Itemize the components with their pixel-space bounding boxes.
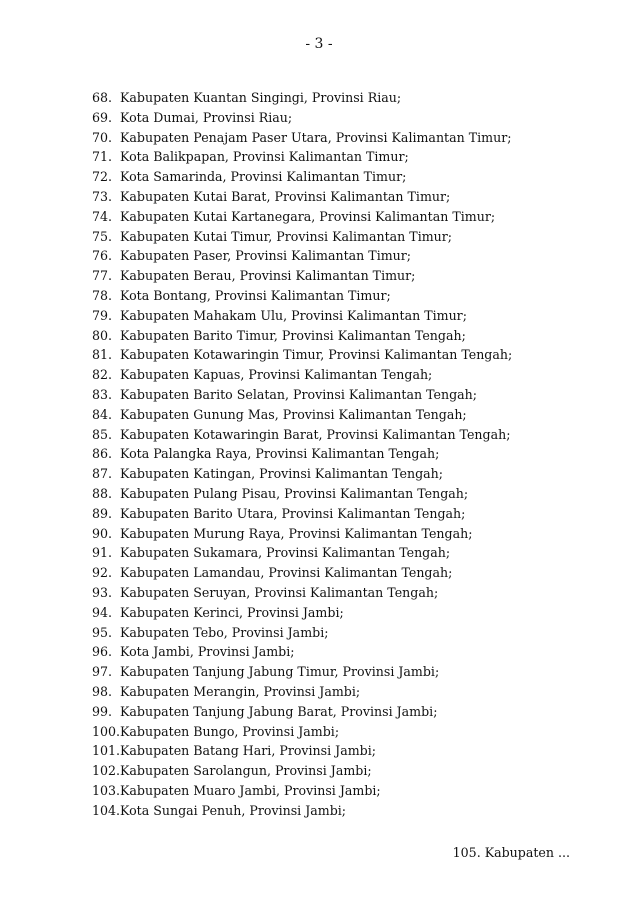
item-number: 80. (92, 327, 113, 343)
list-item (92, 88, 512, 108)
item-number: 91. (92, 545, 113, 561)
item-text: Kabupaten Barito Utara, Provinsi Kalimantan Tengah; (120, 505, 466, 521)
item-text: Kota Samarinda, Provinsi Kalimantan Timur; (120, 169, 407, 185)
item-number: 84. (92, 406, 113, 422)
item-number: 83. (92, 386, 113, 402)
item-text: Kabupaten Tanjung Jabung Barat, Provinsi Jambi; (120, 703, 438, 719)
list-item (92, 444, 512, 464)
list-item (92, 662, 512, 682)
item-number: 89. (92, 505, 113, 521)
list-item (92, 543, 512, 563)
item-text: Kabupaten Bungo, Provinsi Jambi; (120, 723, 340, 739)
item-number: 90. (92, 525, 113, 541)
item-number: 98. (92, 683, 113, 699)
list-item (92, 246, 512, 266)
regency-list (92, 88, 512, 820)
list-item (92, 781, 512, 801)
item-text: Kabupaten Seruyan, Provinsi Kalimantan Tengah; (120, 584, 439, 600)
list-item (92, 207, 512, 227)
item-number: 92. (92, 565, 113, 581)
item-number: 95. (92, 624, 113, 640)
item-number: 71. (92, 149, 113, 165)
item-number: 69. (92, 109, 113, 125)
item-text: Kabupaten Penajam Paser Utara, Provinsi Kalimantan Timur; (120, 129, 512, 145)
item-number: 77. (92, 268, 113, 284)
list-item (92, 801, 512, 821)
item-number: 73. (92, 188, 113, 204)
list-item (92, 147, 512, 167)
list-item (92, 504, 512, 524)
item-text: Kabupaten Sarolangun, Provinsi Jambi; (120, 763, 372, 779)
item-text: Kabupaten Kutai Barat, Provinsi Kalimantan Timur; (120, 188, 451, 204)
item-number: 81. (92, 347, 113, 363)
item-number: 88. (92, 485, 113, 501)
item-number: 68. (92, 90, 113, 105)
item-text: Kabupaten Muaro Jambi, Provinsi Jambi; (120, 782, 381, 798)
item-text: Kabupaten Barito Timur, Provinsi Kalimantan Tengah; (120, 327, 466, 343)
item-number: 103. (92, 782, 121, 798)
item-text: Kabupaten Lamandau, Provinsi Kalimantan Tengah; (120, 565, 453, 581)
item-number: 74. (92, 208, 113, 224)
item-text: Kabupaten Gunung Mas, Provinsi Kalimantan Tengah; (120, 406, 467, 422)
item-text: Kabupaten Batang Hari, Provinsi Jambi; (120, 743, 376, 759)
list-item (92, 306, 512, 326)
item-number: 102. (92, 763, 121, 779)
list-item (92, 266, 512, 286)
item-number: 86. (92, 446, 113, 462)
item-text: Kabupaten Kerinci, Provinsi Jambi; (120, 604, 344, 620)
item-text: Kota Bontang, Provinsi Kalimantan Timur; (120, 287, 391, 303)
page-number: - 3 - (305, 36, 333, 52)
item-text: Kota Balikpapan, Provinsi Kalimantan Timur; (120, 149, 409, 165)
item-number: 87. (92, 466, 113, 482)
item-number: 96. (92, 644, 113, 660)
item-text: Kabupaten Katingan, Provinsi Kalimantan Tengah; (120, 466, 444, 482)
list-item (92, 583, 512, 603)
item-number: 104. (92, 802, 121, 818)
list-item (92, 682, 512, 702)
item-text: Kabupaten Kotawaringin Barat, Provinsi Kalimantan Tengah; (120, 426, 511, 442)
item-number: 94. (92, 604, 113, 620)
item-text: Kota Palangka Raya, Provinsi Kalimantan Tengah; (120, 446, 440, 462)
item-text: Kabupaten Barito Selatan, Provinsi Kalimantan Tengah; (120, 386, 477, 402)
list-item (92, 741, 512, 761)
list-item (92, 128, 512, 148)
list-item (92, 286, 512, 306)
item-text: Kabupaten Kutai Kartanegara, Provinsi Kalimantan Timur; (120, 208, 496, 224)
list-item (92, 167, 512, 187)
item-text: Kabupaten Tebo, Provinsi Jambi; (120, 624, 329, 640)
list-item (92, 365, 512, 385)
item-text: Kabupaten Kutai Timur, Provinsi Kalimantan Timur; (120, 228, 453, 244)
list-item (92, 345, 512, 365)
list-item (92, 326, 512, 346)
item-number: 97. (92, 664, 113, 680)
item-number: 101. (92, 743, 121, 759)
item-text: Kabupaten Paser, Provinsi Kalimantan Timur; (120, 248, 412, 264)
item-number: 79. (92, 307, 113, 323)
list-item (92, 405, 512, 425)
list-item (92, 563, 512, 583)
list-item (92, 702, 512, 722)
list-item (92, 761, 512, 781)
list-item (92, 464, 512, 484)
item-text: Kabupaten Kuantan Singingi, Provinsi Riau; (120, 90, 402, 105)
list-item (92, 484, 512, 504)
item-number: 93. (92, 584, 113, 600)
item-number: 85. (92, 426, 113, 442)
item-number: 72. (92, 169, 113, 185)
continuation-text: 105. Kabupaten ... (452, 845, 570, 860)
list-item (92, 623, 512, 643)
list-item (92, 227, 512, 247)
list-item (92, 524, 512, 544)
list-item (92, 108, 512, 128)
item-number: 75. (92, 228, 113, 244)
item-number: 99. (92, 703, 113, 719)
item-text: Kabupaten Berau, Provinsi Kalimantan Timur; (120, 268, 416, 284)
list-item (92, 642, 512, 662)
item-number: 100. (92, 723, 121, 739)
list-item (92, 425, 512, 445)
item-text: Kota Jambi, Provinsi Jambi; (120, 644, 295, 660)
item-number: 82. (92, 367, 113, 383)
item-text: Kabupaten Kapuas, Provinsi Kalimantan Tengah; (120, 367, 433, 383)
item-text: Kabupaten Pulang Pisau, Provinsi Kalimantan Tengah; (120, 485, 469, 501)
item-number: 76. (92, 248, 113, 264)
item-text: Kabupaten Mahakam Ulu, Provinsi Kalimantan Timur; (120, 307, 467, 323)
item-text: Kabupaten Tanjung Jabung Timur, Provinsi Jambi; (120, 664, 440, 680)
list-item (92, 603, 512, 623)
item-text: Kota Sungai Penuh, Provinsi Jambi; (120, 802, 347, 818)
item-text: Kabupaten Sukamara, Provinsi Kalimantan Tengah; (120, 545, 451, 561)
item-text: Kabupaten Kotawaringin Timur, Provinsi Kalimantan Tengah; (120, 347, 513, 363)
item-text: Kabupaten Merangin, Provinsi Jambi; (120, 683, 361, 699)
item-number: 78. (92, 287, 113, 303)
item-number: 70. (92, 129, 113, 145)
list-item (92, 187, 512, 207)
list-item (92, 722, 512, 742)
item-text: Kota Dumai, Provinsi Riau; (120, 109, 293, 125)
list-item (92, 385, 512, 405)
item-text: Kabupaten Murung Raya, Provinsi Kalimantan Tengah; (120, 525, 473, 541)
